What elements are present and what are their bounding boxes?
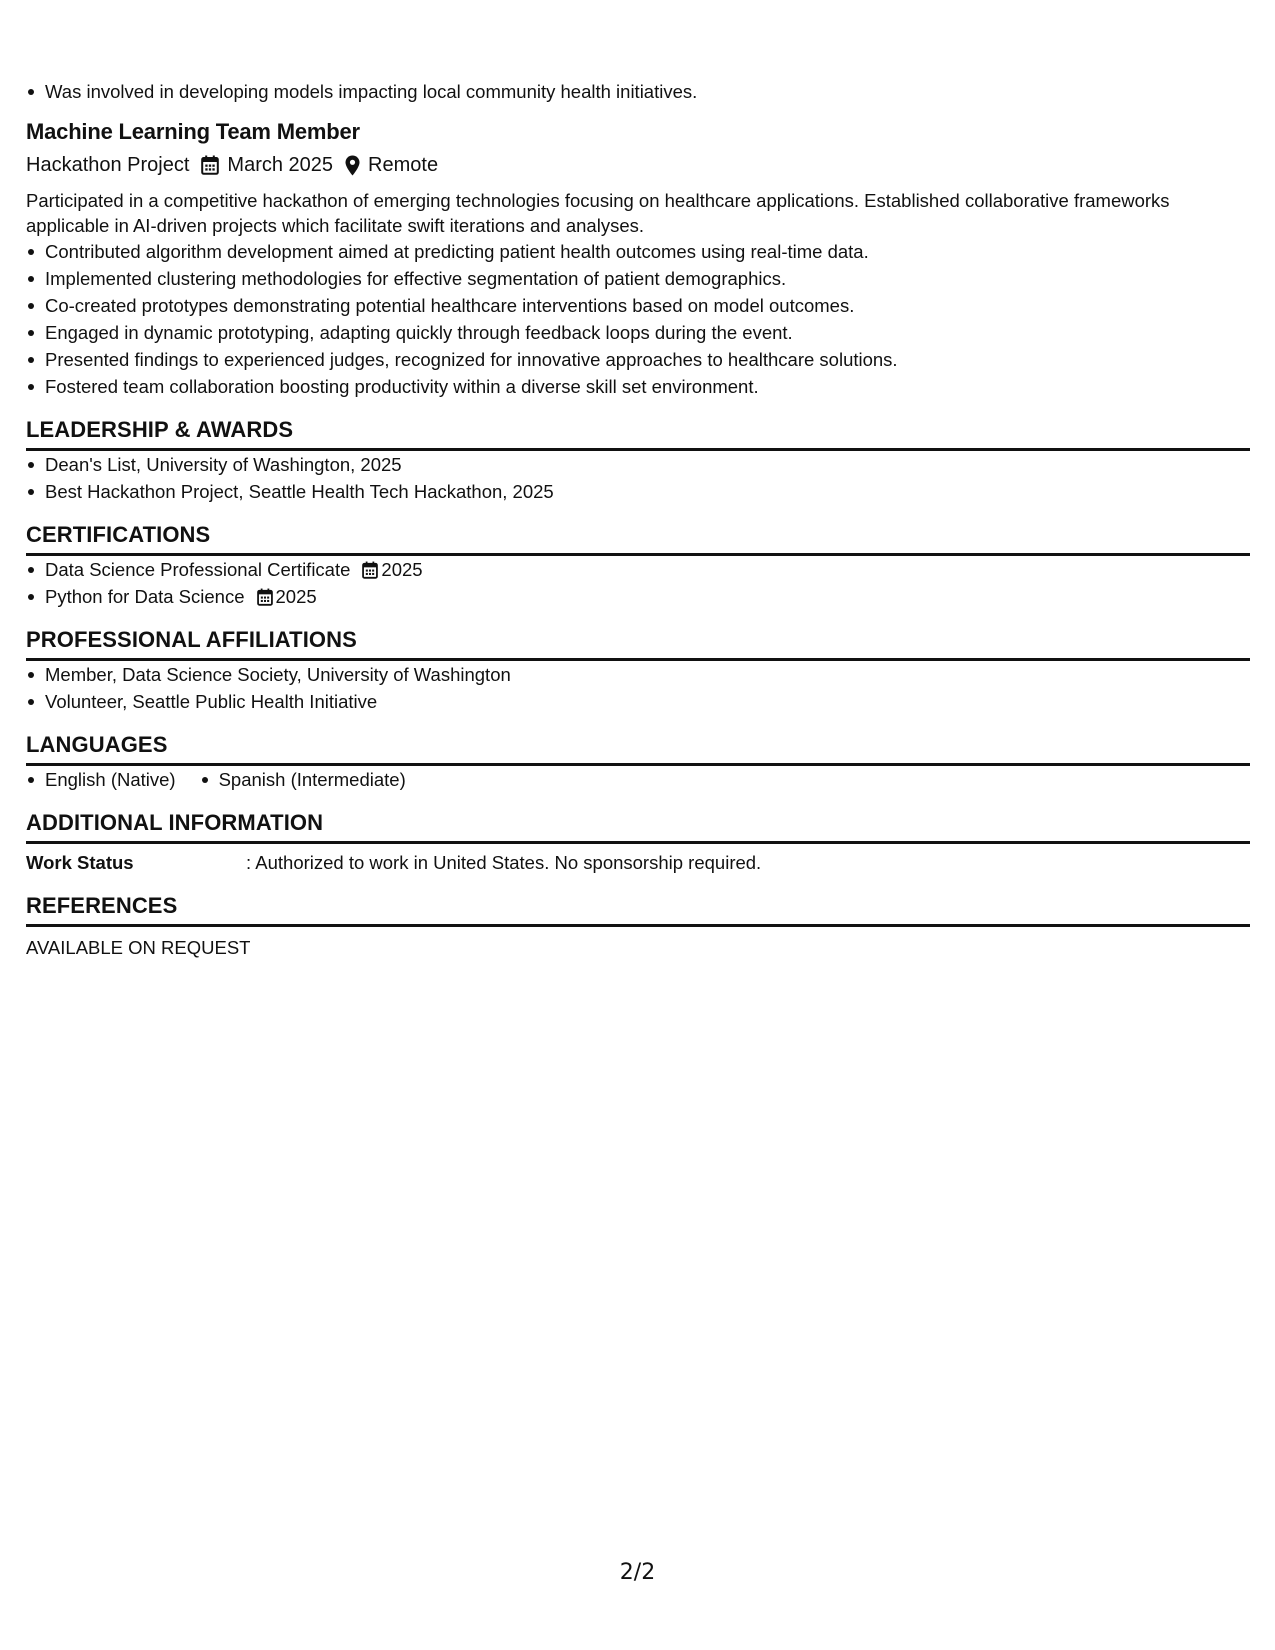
references-text: AVAILABLE ON REQUEST [26,937,251,958]
languages-list [26,766,1250,793]
calendar-icon [201,155,219,175]
section-heading: ADDITIONAL INFORMATION [26,809,1250,844]
list-item: Best Hackathon Project, Seattle Health Tech Hackathon, 2025 [26,478,1250,505]
job-date: March 2025 [227,154,334,176]
resume-page [26,78,1250,961]
calendar-icon [257,588,273,606]
additional-info-section [26,809,1250,876]
list-item: Fostered team collaboration boosting productivity within a diverse skill set environment. [26,373,1250,400]
certification-year: 2025 [275,586,317,607]
certifications-section [26,521,1250,610]
job-title: Machine Learning Team Member [26,119,360,144]
list-item: Implemented clustering methodologies for effective segmentation of patient demographics. [26,265,1250,292]
section-heading: REFERENCES [26,892,1250,927]
leadership-section [26,416,1250,505]
section-heading: LANGUAGES [26,731,1250,766]
affiliations-section [26,626,1250,715]
certification-year: 2025 [381,559,423,580]
certification-name: Python for Data Science [45,586,245,607]
certifications-list [26,556,1250,610]
languages-section [26,731,1250,793]
job-description: Participated in a competitive hackathon of emerging technologies focusing on healthcare applications. Established collaborative frameworks applicable in AI-driven projects which facilitate swift iterations and analyses. [26,190,1170,236]
list-item: Contributed algorithm development aimed at predicting patient health outcomes using real-time data. [26,238,1250,265]
leadership-list [26,451,1250,505]
calendar-icon [362,561,378,579]
job-meta [26,151,1250,179]
work-status-label: Work Status [26,852,134,873]
list-item: Dean's List, University of Washington, 2025 [26,451,1250,478]
list-item [26,556,1250,583]
work-status-value: : Authorized to work in United States. No sponsorship required. [246,852,762,873]
certification-name: Data Science Professional Certificate [45,559,351,580]
job-location: Remote [368,154,439,176]
job-organization: Hackathon Project [26,154,190,176]
list-item: English (Native) [26,766,176,793]
list-item: Volunteer, Seattle Public Health Initiative [26,688,1250,715]
list-item: Was involved in developing models impacting local community health initiatives. [26,78,1250,105]
continued-bullet-list [26,78,1250,105]
section-heading: CERTIFICATIONS [26,521,1250,556]
map-pin-icon [345,155,360,176]
references-section [26,892,1250,961]
list-item: Member, Data Science Society, University of Washington [26,661,1250,688]
job-bullet-list [26,238,1250,400]
list-item: Spanish (Intermediate) [200,766,406,793]
affiliations-list [26,661,1250,715]
list-item: Presented findings to experienced judges, recognized for innovative approaches to healthcare solutions. [26,346,1250,373]
work-status-row [26,850,1250,876]
section-heading: PROFESSIONAL AFFILIATIONS [26,626,1250,661]
list-item: Engaged in dynamic prototyping, adapting quickly through feedback loops during the event. [26,319,1250,346]
page-number: 2/2 [619,1560,656,1585]
section-heading: LEADERSHIP & AWARDS [26,416,1250,451]
experience-entry [26,118,1250,400]
list-item: Co-created prototypes demonstrating potential healthcare interventions based on model outcomes. [26,292,1250,319]
list-item [26,583,1250,610]
